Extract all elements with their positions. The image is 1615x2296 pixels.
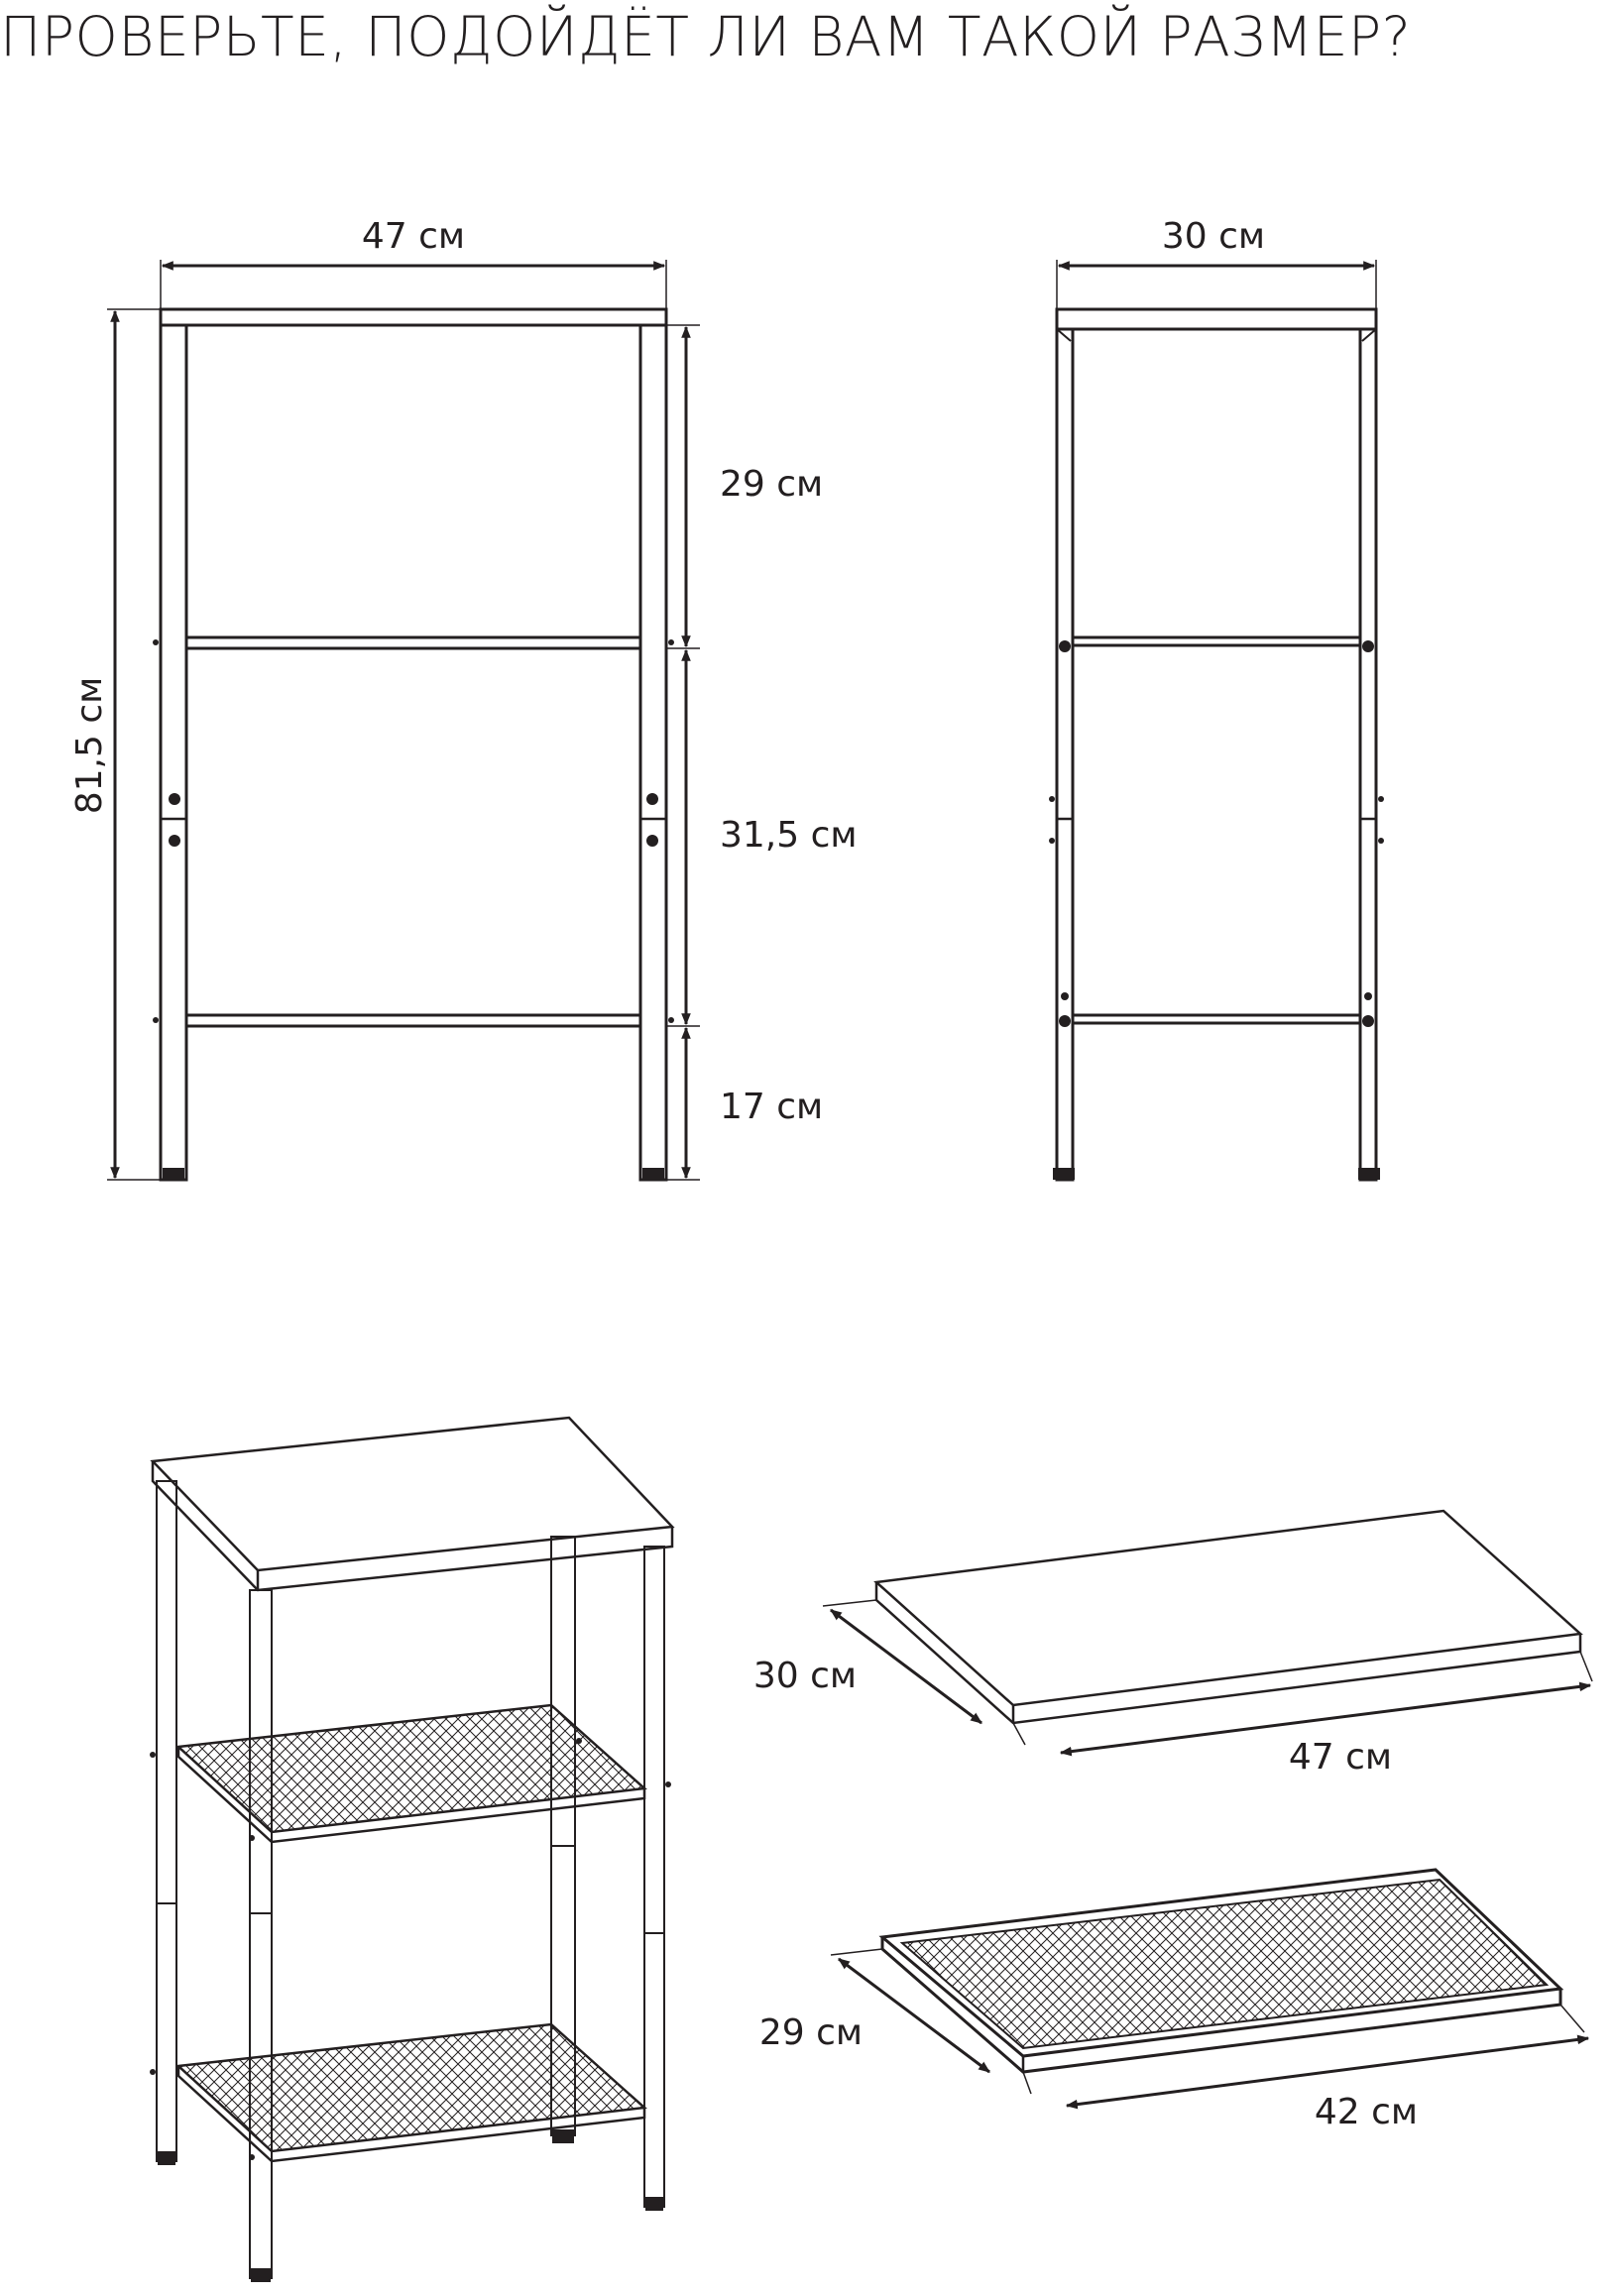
- page-title: ПРОВЕРЬТЕ, ПОДОЙДЁТ ЛИ ВАМ ТАКОЙ РАЗМЕР?: [0, 5, 1412, 68]
- front-view: [69, 216, 858, 1180]
- mesh-shelf-depth-label: 29 см: [758, 2012, 864, 2053]
- mesh-shelf-part: [759, 1870, 1588, 2132]
- front-upper-shelf: [186, 637, 640, 648]
- side-lower-shelf: [1073, 1015, 1360, 1023]
- front-left-leg: [161, 325, 186, 1180]
- front-width-label: 47 см: [361, 216, 466, 257]
- front-top-board: [161, 309, 666, 325]
- side-left-leg: [1053, 329, 1075, 1180]
- side-top-board: [1057, 309, 1376, 329]
- mesh-shelf-width-label: 42 см: [1314, 2092, 1419, 2132]
- iso-front-middle-leg: [250, 1590, 272, 2282]
- side-view: [1049, 216, 1384, 1180]
- top-panel-width-label: 47 см: [1288, 1737, 1393, 1778]
- iso-top-board: [153, 1418, 672, 1590]
- iso-lower-mesh-shelf: [178, 2024, 644, 2161]
- side-right-leg: [1358, 329, 1380, 1180]
- front-lower-shelf: [186, 1015, 640, 1026]
- front-right-leg: [640, 325, 666, 1180]
- iso-left-front-leg: [157, 1481, 176, 2165]
- side-depth-label: 30 см: [1161, 216, 1266, 257]
- isometric-shelf: [150, 1418, 672, 2282]
- front-bottom-clearance-label: 17 см: [720, 1087, 824, 1127]
- side-screws: [1049, 640, 1384, 1027]
- front-total-height-label: 81,5 см: [69, 676, 110, 815]
- side-upper-shelf: [1073, 637, 1360, 645]
- front-screws: [153, 639, 674, 1023]
- front-middle-section-label: 31,5 см: [720, 815, 858, 856]
- iso-right-front-leg: [644, 1547, 664, 2211]
- top-panel-part: [753, 1511, 1592, 1778]
- top-panel-depth-label: 30 см: [752, 1656, 858, 1696]
- front-upper-section-label: 29 см: [720, 464, 824, 505]
